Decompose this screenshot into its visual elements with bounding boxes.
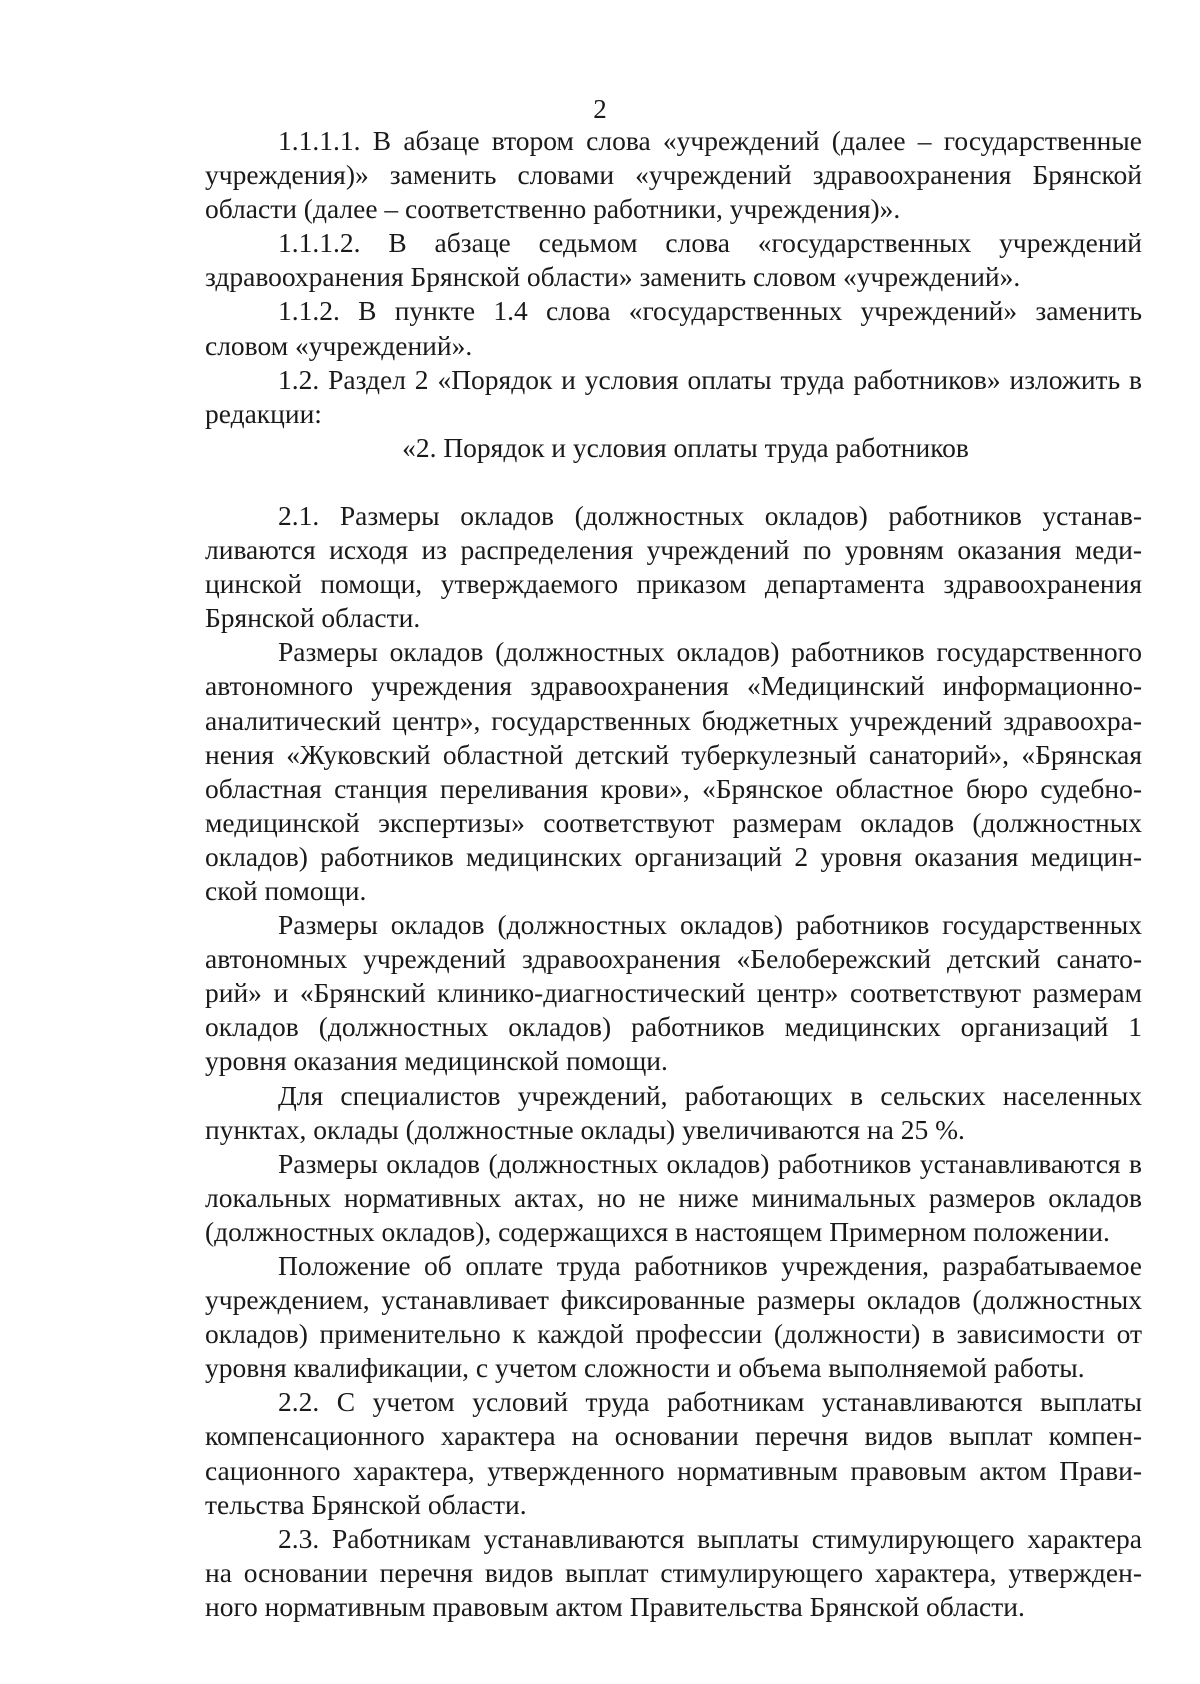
paragraph-1-1-1-2: 1.1.1.2. В абзаце седьмом слова «государственных учреждений здравоохранения Брянской области» заменить словом «учреждений». bbox=[205, 227, 1142, 293]
page-number: 2 bbox=[593, 94, 607, 124]
paragraph-2-3: 2.3. Работникам устанавливаются выплаты стимулирующего характера на основании перечня видов выплат стимулирующего характера, утвержденного нормативным правовым актом Правительства Брянской области. bbox=[205, 1522, 1142, 1622]
paragraph-salary-level-2: Размеры окладов (должностных окладов) работников государственного автономного учреждения здравоохранения «Медицинский информационно-аналитический центр», государственных бюджетных учреждений здравоохранения «Жуковский областной детский туберкулезный санаторий», «Брянская областная станция переливания крови», «Брянское областное бюро судебно-медицинской экспертизы» соответствуют размерам окладов (должностных окладов) работников медицинских организаций 2 уровня оказания медицинской помощи. bbox=[205, 636, 1142, 906]
paragraph-1-2: 1.2. Раздел 2 «Порядок и условия оплаты труда работников» изложить в редакции: bbox=[205, 363, 1142, 429]
paragraph-2-1: 2.1. Размеры окладов (должностных окладов) работников устанавливаются исходя из распределения учреждений по уровням оказания медицинской помощи, утверждаемого приказом департамента здравоохранения Брянской области. bbox=[205, 499, 1142, 634]
paragraph-local-acts: Размеры окладов (должностных окладов) работников устанавливаются в локальных нормативных актах, но не ниже минимальных размеров окладов (должностных окладов), содержащихся в настоящем Примерном положении. bbox=[205, 1147, 1142, 1247]
paragraph-salary-level-1: Размеры окладов (должностных окладов) работников государственных автономных учреждений здравоохранения «Белобережский детский санаторий» и «Брянский клинико-диагностический центр» соответствуют размерам окладов (должностных окладов) работников медицинских организаций 1 уровня оказания медицинской помощи. bbox=[205, 909, 1142, 1077]
paragraph-1-1-2: 1.1.2. В пункте 1.4 слова «государственных учреждений» заменить словом «учреждений». bbox=[205, 295, 1142, 361]
paragraph-rural-specialists: Для специалистов учреждений, работающих в сельских населенных пунктах, оклады (должностные оклады) увеличиваются на 25 %. bbox=[205, 1079, 1142, 1145]
paragraph-1-1-1-1: 1.1.1.1. В абзаце втором слова «учреждений (далее – государственные учреждения)» заменить словами «учреждений здравоохранения Брянской области (далее – соответственно работники, учреждения)». bbox=[205, 125, 1142, 225]
section-2-heading: «2. Порядок и условия оплаты труда работников bbox=[402, 431, 969, 463]
document-body bbox=[205, 124, 1142, 1624]
paragraph-pay-regulation: Положение об оплате труда работников учреждения, разрабатываемое учреждением, устанавливает фиксированные размеры окладов (должностных окладов) применительно к каждой профессии (должности) в зависимости от уровня квалификации, с учетом сложности и объема выполняемой работы. bbox=[205, 1250, 1142, 1384]
paragraph-2-2: 2.2. С учетом условий труда работникам устанавливаются выплаты компенсационного характера на основании перечня видов выплат компенсационного характера, утвержденного нормативным правовым актом Правительства Брянской области. bbox=[205, 1386, 1142, 1520]
